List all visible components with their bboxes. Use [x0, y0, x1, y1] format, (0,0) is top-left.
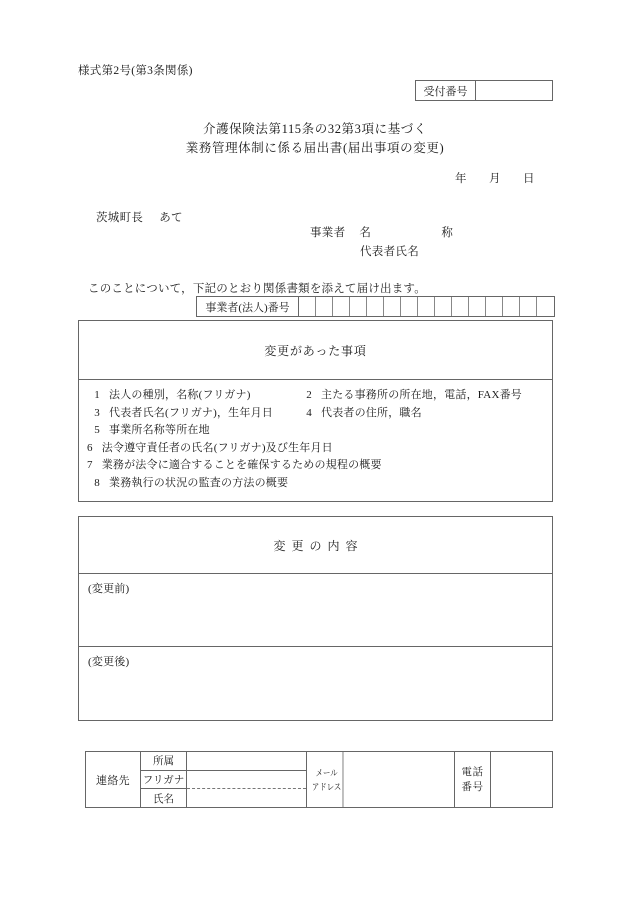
- contact-tel-field[interactable]: [491, 752, 552, 807]
- changed-item-text: 事業所名称等所在地: [109, 424, 210, 436]
- representative-name-label: 代表者氏名: [360, 246, 419, 258]
- corporate-number-cell[interactable]: [520, 297, 537, 316]
- changed-item: [79, 440, 333, 458]
- changed-item: [79, 475, 299, 493]
- changed-items-row: [79, 405, 552, 423]
- changed-item-number: 1: [94, 389, 100, 401]
- contact-mail-label: [311, 752, 344, 807]
- receipt-number-label: 受付番号: [416, 81, 476, 100]
- date-day-label: 日: [523, 173, 535, 185]
- change-content-box: [78, 516, 553, 721]
- receipt-number-field[interactable]: [476, 81, 552, 100]
- corporate-number-cells: [299, 297, 554, 316]
- changed-item-text: 主たる事務所の所在地，電話，FAX番号: [321, 389, 522, 401]
- changed-items-list: [79, 380, 552, 501]
- date-line: [455, 170, 535, 186]
- contact-mail-label-line-1: メール: [315, 767, 338, 778]
- changed-item-number: 5: [94, 424, 100, 436]
- form-number-label: 様式第2号(第3条関係): [78, 65, 193, 77]
- corporate-number-cell[interactable]: [452, 297, 469, 316]
- changed-items-box: [78, 320, 553, 502]
- addressee-recipient: 茨城町長: [96, 212, 144, 224]
- corporate-number-cell[interactable]: [350, 297, 367, 316]
- page-title-line-1: 介護保険法第115条の32第3項に基づく: [202, 122, 428, 136]
- changed-item-number: 3: [94, 406, 100, 419]
- corporate-number-cell[interactable]: [537, 297, 554, 316]
- changed-item-text: 法令遵守責任者の氏名(フリガナ)及び生年月日: [101, 441, 333, 454]
- corporate-number-cell[interactable]: [299, 297, 316, 316]
- corporate-number-cell[interactable]: [469, 297, 486, 316]
- contact-tel-label: [455, 752, 491, 807]
- changed-items-row: [79, 440, 552, 458]
- receipt-number-box: [415, 80, 553, 101]
- changed-items-row: [79, 422, 552, 440]
- corporate-number-cell[interactable]: [486, 297, 503, 316]
- changed-item: [79, 387, 299, 405]
- addressee: [96, 209, 183, 225]
- change-content-header: 変更の内容: [79, 517, 552, 574]
- changed-item-number: 6: [87, 441, 93, 454]
- contact-affiliation-field[interactable]: [187, 752, 306, 771]
- addressee-suffix: あて: [159, 212, 183, 224]
- contact-label-column: [141, 752, 187, 807]
- corporate-number-cell[interactable]: [503, 297, 520, 316]
- date-month-label: 月: [489, 173, 501, 185]
- corporate-number-cell[interactable]: [435, 297, 452, 316]
- changed-item: [79, 457, 382, 475]
- changed-item-text: 法人の種別，名称(フリガナ): [109, 389, 251, 401]
- changed-item: [79, 405, 299, 423]
- changed-items-row: [79, 387, 552, 405]
- applicant-name-row: [310, 224, 462, 240]
- statement-text: このことについて，下記のとおり関係書類を添えて届け出ます。: [88, 283, 426, 295]
- changed-items-row: [79, 475, 552, 493]
- applicant-name-label: 名 称: [359, 227, 462, 239]
- contact-affiliation-label: 所属: [141, 752, 186, 771]
- change-after-label: (変更後): [88, 656, 130, 668]
- changed-items-header: 変更があった事項: [79, 321, 552, 380]
- contact-mail-field[interactable]: [347, 752, 455, 807]
- changed-items-row: [79, 457, 552, 475]
- date-year-label: 年: [455, 173, 467, 185]
- changed-item-text: 代表者の住所，職名: [321, 406, 422, 419]
- changed-item: [299, 405, 422, 423]
- contact-table: [85, 751, 553, 808]
- corporate-number-cell[interactable]: [333, 297, 350, 316]
- applicant-business-label: 事業者: [310, 227, 346, 239]
- corporate-number-cell[interactable]: [367, 297, 384, 316]
- changed-item: [299, 387, 522, 405]
- corporate-number-cell[interactable]: [418, 297, 435, 316]
- changed-item-number: 8: [94, 476, 100, 489]
- corporate-number-cell[interactable]: [401, 297, 418, 316]
- page-title: [0, 120, 630, 158]
- corporate-number-cell[interactable]: [384, 297, 401, 316]
- contact-name-label: 氏名: [153, 793, 174, 805]
- corporate-number-cell[interactable]: [316, 297, 333, 316]
- changed-item-number: 7: [87, 459, 93, 471]
- changed-item-number: 4: [306, 406, 312, 419]
- contact-tel-label-line-1: 電話: [461, 766, 484, 778]
- contact-tel-label-line-2: 番号: [461, 781, 484, 793]
- changed-item-number: 2: [306, 389, 312, 401]
- changed-item-text: 代表者氏名(フリガナ)，生年月日: [109, 406, 273, 419]
- contact-furigana-label: フリガナ: [141, 771, 186, 790]
- changed-item-text: 業務執行の状況の監査の方法の概要: [109, 476, 289, 489]
- corporate-number-row: [196, 296, 555, 317]
- contact-mail-label-line-2: アドレス: [311, 781, 342, 792]
- contact-name-field[interactable]: [187, 789, 306, 807]
- changed-item: [79, 422, 299, 440]
- change-after-section[interactable]: [79, 647, 552, 720]
- change-before-label: (変更前): [88, 583, 130, 595]
- contact-value-column: [187, 752, 307, 807]
- changed-item-text: 業務が法令に適合することを確保するための規程の概要: [101, 459, 382, 471]
- page-title-line-2: 業務管理体制に係る届出書(届出事項の変更): [185, 141, 445, 155]
- contact-title-label: 連絡先: [86, 752, 141, 807]
- corporate-number-label: 事業者(法人)番号: [197, 297, 299, 316]
- contact-furigana-field[interactable]: [187, 771, 306, 790]
- change-before-section[interactable]: [79, 574, 552, 647]
